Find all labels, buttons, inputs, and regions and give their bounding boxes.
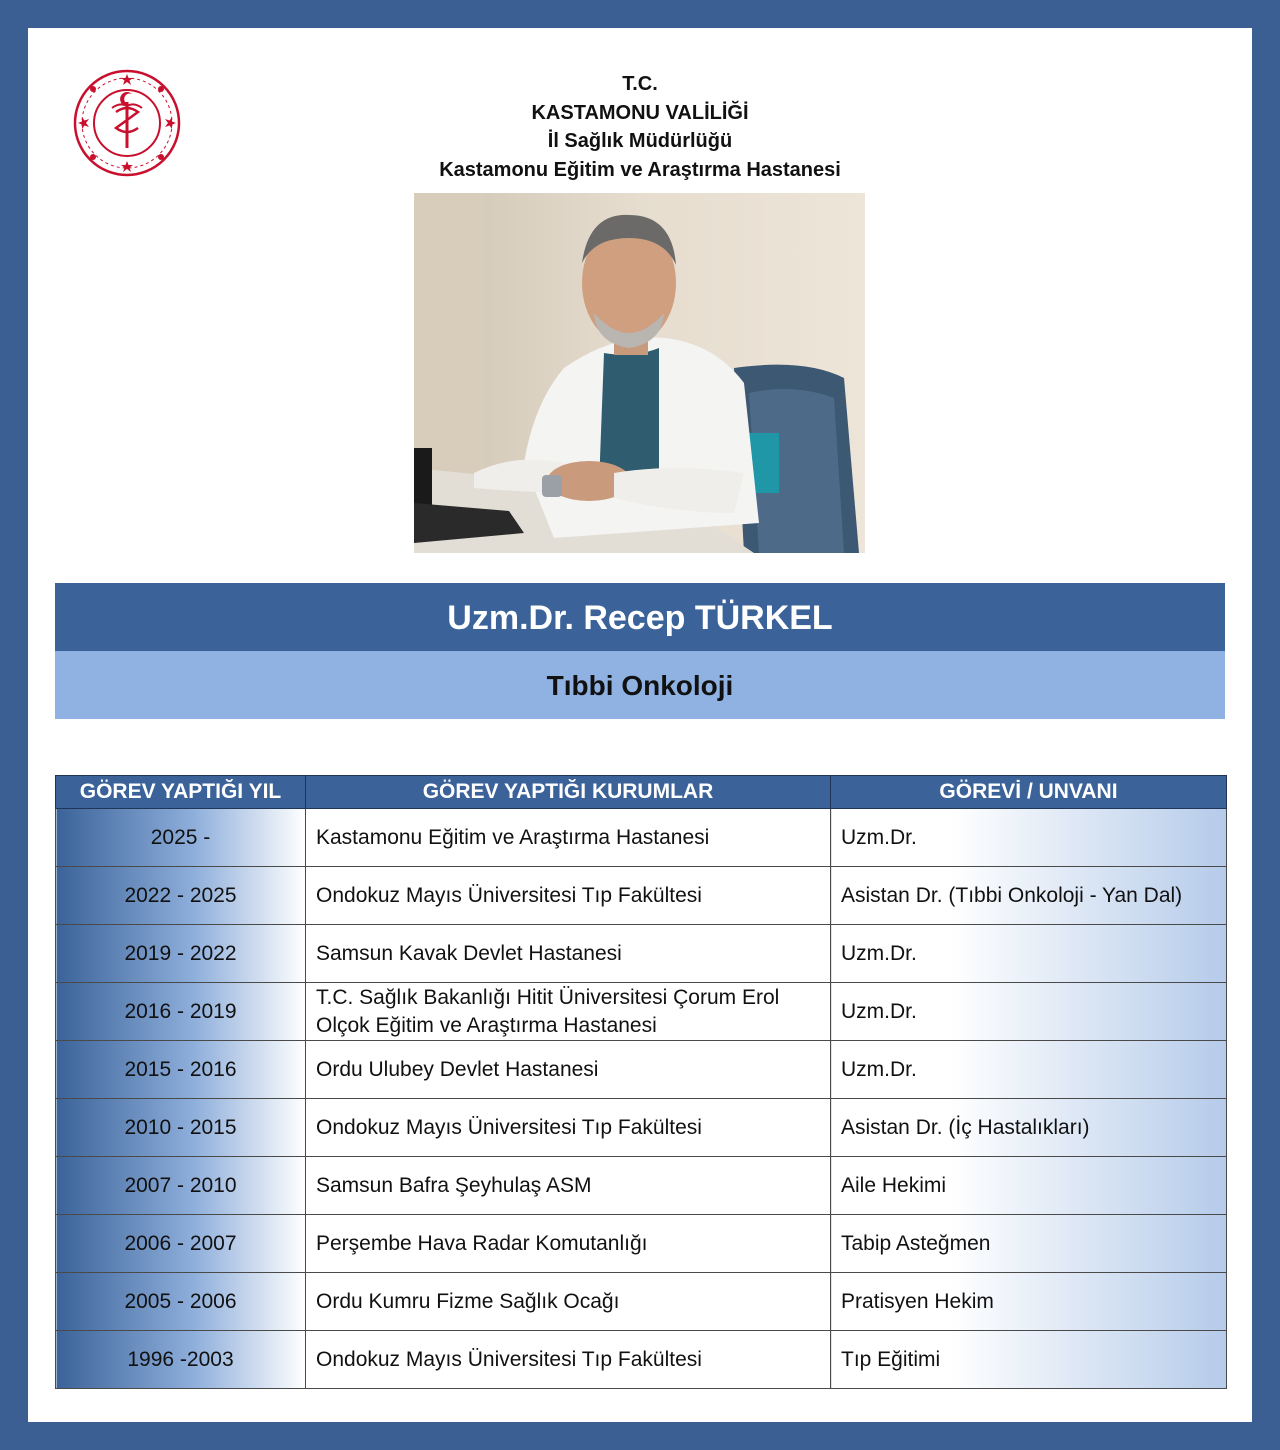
institution-cell: Ordu Ulubey Devlet Hastanesi [306,1041,831,1099]
table-row [56,983,1227,1041]
table-row [56,1041,1227,1099]
title-cell: Tıp Eğitimi [831,1331,1227,1389]
column-header-institution: GÖREV YAPTIĞI KURUMLAR [306,776,831,809]
header-line-directorate: İl Sağlık Müdürlüğü [547,130,733,152]
table-row [56,1157,1227,1215]
year-cell: 2006 - 2007 [56,1215,306,1273]
doctor-name: Uzm.Dr. Recep TÜRKEL [55,583,1225,651]
year-cell: 2019 - 2022 [56,925,306,983]
cv-page [28,28,1252,1422]
title-cell: Pratisyen Hekim [831,1273,1227,1331]
table-row [56,1273,1227,1331]
year-cell: 2010 - 2015 [56,1099,306,1157]
title-cell: Uzm.Dr. [831,1041,1227,1099]
header-line-tc: T.C. [622,73,658,95]
table-row [56,925,1227,983]
table-row [56,1215,1227,1273]
institution-cell: Ondokuz Mayıs Üniversitesi Tıp Fakültesi [306,1331,831,1389]
header-line-governorship: KASTAMONU VALİLİĞİ [531,101,749,124]
title-cell: Aile Hekimi [831,1157,1227,1215]
table-row [56,809,1227,867]
institution-cell: Ondokuz Mayıs Üniversitesi Tıp Fakültesi [306,867,831,925]
career-table [55,775,1227,1389]
year-cell: 2022 - 2025 [56,867,306,925]
table-row [56,1331,1227,1389]
year-cell: 2015 - 2016 [56,1041,306,1099]
year-cell: 2005 - 2006 [56,1273,306,1331]
table-header-row [56,776,1227,809]
year-cell: 1996 -2003 [56,1331,306,1389]
institution-cell: Kastamonu Eğitim ve Araştırma Hastanesi [306,809,831,867]
title-cell: Asistan Dr. (Tıbbi Onkoloji - Yan Dal) [831,867,1227,925]
institution-cell: Samsun Kavak Devlet Hastanesi [306,925,831,983]
header-line-hospital: Kastamonu Eğitim ve Araştırma Hastanesi [439,158,841,181]
institution-cell: Ondokuz Mayıs Üniversitesi Tıp Fakültesi [306,1099,831,1157]
doctor-department: Tıbbi Onkoloji [55,651,1225,719]
table-row [56,867,1227,925]
title-cell: Uzm.Dr. [831,983,1227,1041]
doctor-photo [414,193,865,553]
institution-cell: Ordu Kumru Fizme Sağlık Ocağı [306,1273,831,1331]
title-cell: Uzm.Dr. [831,809,1227,867]
institution-cell: Perşembe Hava Radar Komutanlığı [306,1215,831,1273]
title-cell: Tabip Asteğmen [831,1215,1227,1273]
year-cell: 2007 - 2010 [56,1157,306,1215]
title-cell: Asistan Dr. (İç Hastalıkları) [831,1099,1227,1157]
institution-header [28,70,1252,184]
column-header-year: GÖREV YAPTIĞI YIL [56,776,306,809]
institution-cell: Samsun Bafra Şeyhulaş ASM [306,1157,831,1215]
institution-cell: T.C. Sağlık Bakanlığı Hitit Üniversitesi Çorum Erol Olçok Eğitim ve Araştırma Hastanesi [306,983,831,1041]
column-header-title: GÖREVİ / UNVANI [831,776,1227,809]
title-cell: Uzm.Dr. [831,925,1227,983]
year-cell: 2025 - [56,809,306,867]
year-cell: 2016 - 2019 [56,983,306,1041]
table-row [56,1099,1227,1157]
